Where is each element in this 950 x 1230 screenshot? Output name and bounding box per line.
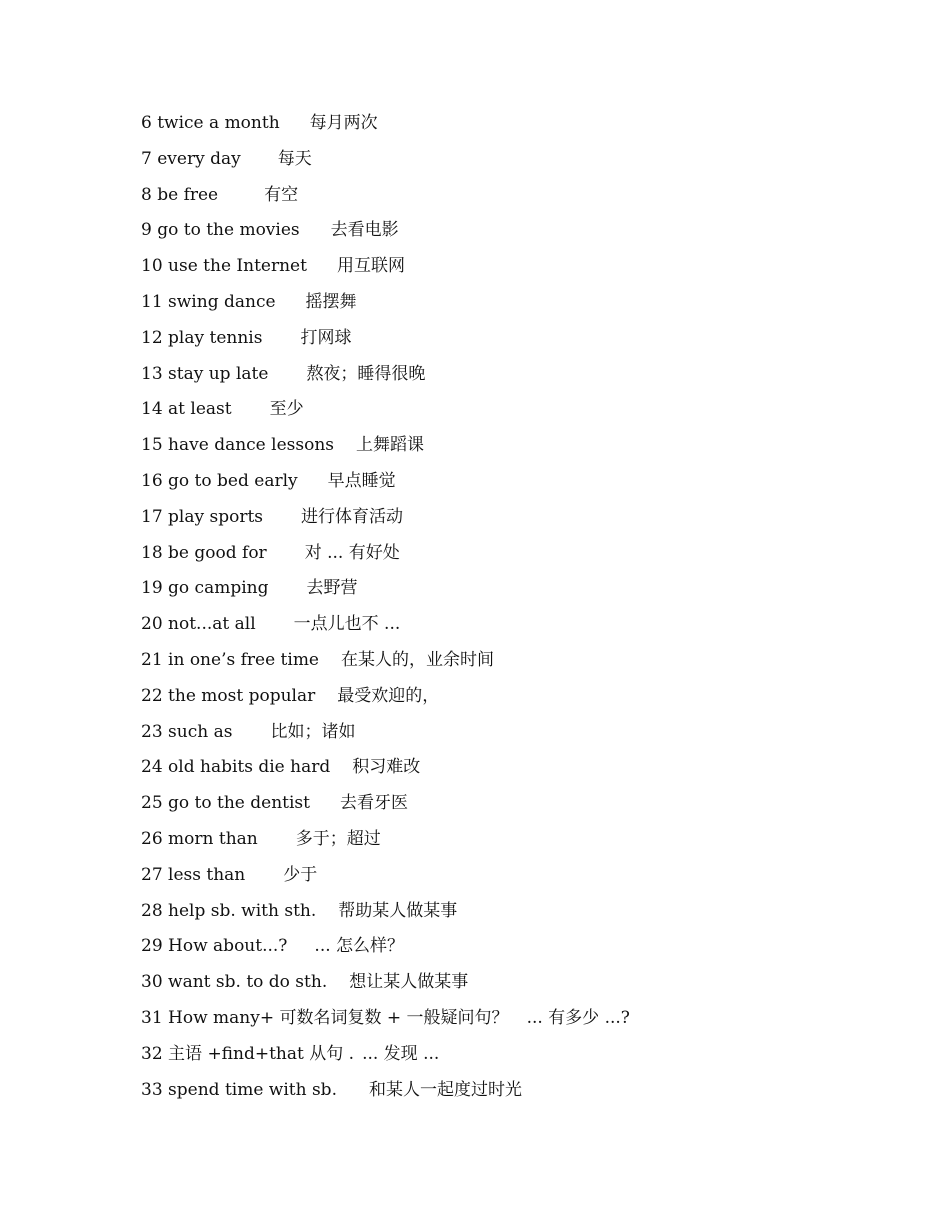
phrase-english: 33 spend time with sb. (141, 1079, 337, 1100)
phrase-chinese: ... 发现 ... (362, 1043, 440, 1064)
phrase-chinese: 用互联网 (336, 256, 405, 277)
phrase-chinese: 想让某人做某事 (349, 972, 469, 993)
phrase-chinese: 每天 (277, 148, 312, 169)
phrase-chinese: 最受欢迎的， (337, 685, 440, 706)
phrase-entry (141, 858, 901, 894)
phrase-chinese: 每月两次 (309, 113, 378, 133)
phrase-english: 17 play sports (141, 506, 264, 527)
phrase-english: 22 the most popular (141, 685, 316, 706)
phrase-entry (141, 106, 901, 142)
phrase-entry (141, 607, 901, 643)
phrase-english: 15 have dance lessons (141, 435, 334, 456)
phrase-entry (141, 894, 901, 930)
phrase-english: 31 How many+ 可数名词复数 + 一般疑问句？ (141, 1007, 509, 1028)
phrase-entry (141, 178, 901, 214)
phrase-entry (141, 357, 901, 393)
phrase-chinese: 帮助某人做某事 (338, 900, 458, 921)
phrase-english: 11 swing dance (141, 291, 276, 312)
phrase-chinese: 一点儿也不 ... (293, 614, 401, 635)
phrase-entry (141, 392, 901, 428)
phrase-english: 28 help sb. with sth. (141, 900, 317, 921)
phrase-chinese: ... 怎么样？ (314, 936, 405, 957)
phrase-entry (141, 464, 901, 500)
phrase-english: 12 play tennis (141, 327, 263, 348)
phrase-english: 19 go camping (141, 578, 269, 599)
phrase-chinese: 多于；超过 (295, 828, 381, 849)
phrase-chinese: 去看电影 (330, 220, 399, 241)
phrase-chinese: 在某人的，业余时间 (341, 649, 494, 670)
phrase-list (141, 106, 901, 1108)
phrase-chinese: 积习难改 (352, 757, 421, 778)
phrase-entry (141, 679, 901, 715)
phrase-entry (141, 965, 901, 1001)
phrase-entry (141, 750, 901, 786)
phrase-chinese: 少于 (283, 864, 318, 885)
phrase-english: 16 go to bed early (141, 470, 298, 491)
phrase-chinese: 熬夜；睡得很晚 (306, 363, 426, 384)
phrase-chinese: 比如；诸如 (270, 721, 356, 742)
phrase-chinese: 至少 (269, 399, 304, 420)
phrase-english: 6 twice a month (141, 113, 280, 133)
phrase-entry (141, 786, 901, 822)
phrase-english: 14 at least (141, 399, 232, 420)
phrase-chinese: 打网球 (300, 327, 352, 348)
phrase-entry (141, 715, 901, 751)
phrase-english: 29 How about...? (141, 936, 288, 957)
phrase-entry (141, 1037, 901, 1073)
phrase-english: 25 go to the dentist (141, 793, 310, 814)
phrase-entry (141, 500, 901, 536)
phrase-chinese: 上舞蹈课 (356, 435, 424, 456)
phrase-chinese: 进行体育活动 (301, 506, 404, 527)
phrase-entry (141, 536, 901, 572)
phrase-english: 10 use the Internet (141, 256, 307, 277)
phrase-chinese: 去野营 (306, 578, 358, 599)
phrase-chinese: 和某人一起度过时光 (368, 1079, 522, 1100)
phrase-entry (141, 1073, 901, 1109)
phrase-chinese: 有空 (264, 184, 299, 205)
phrase-english: 32 主语 +find+that 从句 . (141, 1043, 355, 1064)
phrase-chinese: 对 ... 有好处 (304, 542, 400, 563)
phrase-entry (141, 285, 901, 321)
phrase-english: 13 stay up late (141, 363, 269, 384)
phrase-english: 8 be free (141, 184, 219, 205)
phrase-entry (141, 571, 901, 607)
phrase-english: 24 old habits die hard (141, 757, 331, 778)
phrase-english: 7 every day (141, 148, 241, 169)
phrase-entry (141, 929, 901, 965)
phrase-chinese: 早点睡觉 (327, 470, 396, 491)
phrase-english: 26 morn than (141, 828, 258, 849)
phrase-english: 21 in one’s free time (141, 649, 319, 670)
phrase-chinese: 去看牙医 (340, 793, 408, 814)
phrase-english: 9 go to the movies (141, 220, 300, 241)
phrase-entry (141, 428, 901, 464)
phrase-chinese: ... 有多少 ...? (526, 1007, 630, 1028)
phrase-english: 30 want sb. to do sth. (141, 972, 328, 993)
phrase-entry (141, 142, 901, 178)
phrase-entry (141, 321, 901, 357)
phrase-english: 20 not...at all (141, 614, 256, 635)
phrase-entry (141, 213, 901, 249)
phrase-entry (141, 643, 901, 679)
phrase-english: 18 be good for (141, 542, 267, 563)
phrase-english: 23 such as (141, 721, 233, 742)
phrase-english: 27 less than (141, 864, 246, 885)
phrase-entry (141, 249, 901, 285)
phrase-entry (141, 1001, 901, 1037)
phrase-chinese: 摇摆舞 (305, 291, 357, 312)
phrase-entry (141, 822, 901, 858)
